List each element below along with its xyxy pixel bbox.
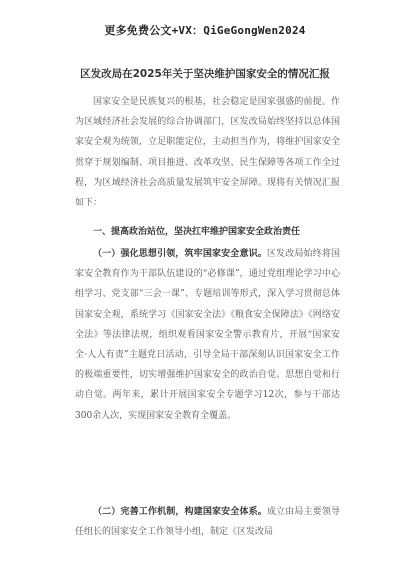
- intro-text: 国家安全是民族复兴的根基，社会稳定是国家强盛的前提。作为区域经济社会发展的综合协调部门，区发改局始终坚持以总体国家安全观为统领，立足职能定位，主动担当作为，将维护国家安全贯穿于规划编制、项目推进、改革攻坚、民生保障等各项工作全过程，为区域经济社会高质量发展筑牢安全屏障。现将有关情况汇报如下：: [75, 97, 340, 209]
- section-paragraph-2: [75, 502, 340, 542]
- intro-paragraph: [75, 92, 340, 213]
- section-heading: 一、提高政治站位，坚决扛牢维护国家安全政治责任: [93, 227, 301, 237]
- subsection-title-2: （二）完善工作机制，构建国家安全体系。: [93, 507, 267, 517]
- section-paragraph-1: [75, 244, 340, 426]
- subsection-text-2: 成立由局主要领导任组长的国家安全工作领导小组，制定《区发改局: [75, 507, 340, 538]
- subsection-title-1: （一）强化思想引领，筑牢国家安全意识。: [93, 249, 267, 259]
- document-title: 区发改局在2025年关于坚决维护国家安全的情况汇报: [80, 68, 330, 80]
- document-header: 更多免费公文+VX：QiGeGongWen2024: [104, 24, 306, 37]
- subsection-text-1: 区发改局始终将国家安全教育作为干部队伍建设的“必修课”，通过党组理论学习中心组学习、党支部“三会一课”、专题培训等形式，深入学习贯彻总体国家安全观，系统学习《国家安全法》《粮食安全保障法》《网络安全法》等法律法规，组织观看国家安全警示教育片，开展“国家安全·人人有责”主题党日活动，引导全局干部深刻认识国家安全工作的极端重要性，切实增强维护国家安全的政治自觉、思想自觉和行动自觉。两年来，累计开展国家安全专题学习12次，参与干部达300余人次，实现国家安全教育全覆盖。: [75, 249, 340, 421]
